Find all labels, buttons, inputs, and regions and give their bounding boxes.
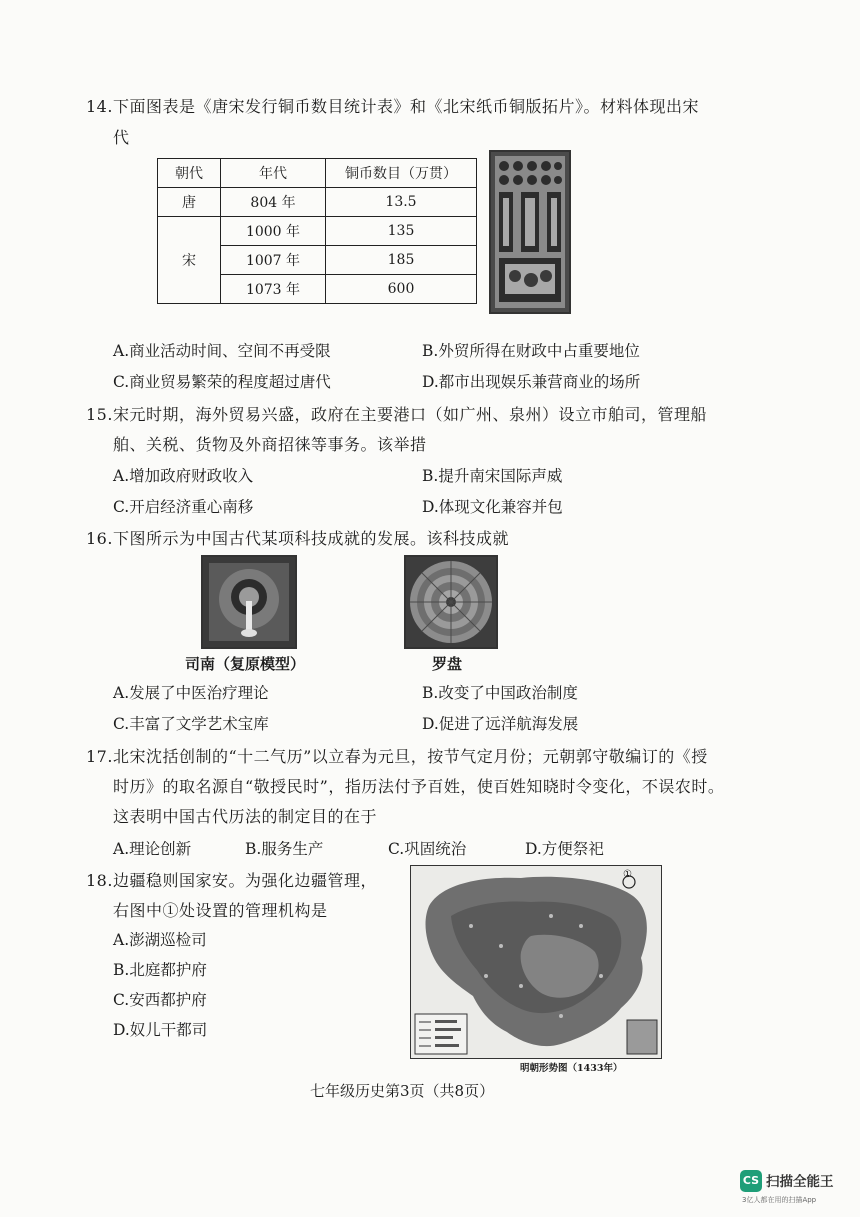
page-footer: 七年级历史第3页（共8页） [310, 1082, 495, 1100]
q17-option-b[interactable]: B.服务生产 [245, 840, 324, 858]
scanner-watermark [740, 1168, 850, 1208]
table-cell-dynasty: 唐 [158, 188, 221, 217]
table-row [158, 217, 477, 246]
q14-option-a[interactable]: A.商业活动时间、空间不再受限 [113, 342, 331, 360]
paper-money-rubbing-image [489, 150, 571, 314]
q14-option-b[interactable]: B.外贸所得在财政中占重要地位 [422, 342, 640, 360]
q17-option-d[interactable]: D.方便祭祀 [525, 840, 604, 858]
table-cell-year: 1073 年 [221, 275, 326, 304]
q18-option-c[interactable]: C.安西都护府 [113, 991, 207, 1009]
q17-stem-line3: 这表明中国古代历法的制定目的在于 [113, 807, 378, 826]
table-header-cell: 铜币数目（万贯） [326, 159, 477, 188]
q14-option-c[interactable]: C.商业贸易繁荣的程度超过唐代 [113, 373, 331, 391]
sinan-caption: 司南（复原模型） [185, 655, 306, 673]
q17-option-a[interactable]: A.理论创新 [113, 840, 192, 858]
coin-statistics-table [157, 158, 477, 304]
q16-option-a[interactable]: A.发展了中医治疗理论 [113, 684, 269, 702]
table-cell-coins: 13.5 [326, 188, 477, 217]
table-cell-coins: 135 [326, 217, 477, 246]
table-cell-year: 1007 年 [221, 246, 326, 275]
map-caption: 明朝形势图（1433年） [520, 1063, 623, 1074]
table-cell-year: 1000 年 [221, 217, 326, 246]
q16-option-b[interactable]: B.改变了中国政治制度 [422, 684, 578, 702]
watermark-tagline: 3亿人都在用的扫描App [742, 1196, 817, 1204]
q18-stem-line1: 18.边疆稳则国家安。为强化边疆管理， [86, 871, 377, 890]
q16-stem-line1: 16.下图所示为中国古代某项科技成就的发展。该科技成就 [86, 529, 509, 548]
q16-option-d[interactable]: D.促进了远洋航海发展 [422, 715, 579, 733]
q18-option-d[interactable]: D.奴儿干都司 [113, 1021, 208, 1039]
q17-option-c[interactable]: C.巩固统治 [388, 840, 467, 858]
q15-option-a[interactable]: A.增加政府财政收入 [113, 467, 254, 485]
table-header-cell: 年代 [221, 159, 326, 188]
table-cell-coins: 600 [326, 275, 477, 304]
sinan-model-image [201, 555, 297, 649]
table-row [158, 188, 477, 217]
q15-stem-line1: 15.宋元时期，海外贸易兴盛，政府在主要港口（如广州、泉州）设立市舶司，管理船 [86, 405, 707, 424]
watermark-name: 扫描全能王 [766, 1174, 834, 1190]
ming-dynasty-map [410, 865, 662, 1059]
q18-option-a[interactable]: A.澎湖巡检司 [113, 931, 207, 949]
q14-option-d[interactable]: D.都市出现娱乐兼营商业的场所 [422, 373, 641, 391]
q14-stem-line1: 14.下面图表是《唐宋发行铜币数目统计表》和《北宋纸币铜版拓片》。材料体现出宋 [86, 97, 699, 116]
table-cell-coins: 185 [326, 246, 477, 275]
table-cell-dynasty: 宋 [158, 217, 221, 304]
compass-caption: 罗盘 [432, 655, 463, 673]
q17-stem-line2: 时历》的取名源自“敬授民时”，指历法付予百姓，使百姓知晓时令变化，不误农时。 [113, 777, 725, 796]
q15-stem-line2: 舶、关税、货物及外商招徕等事务。该举措 [113, 435, 427, 454]
compass-luopan-image [404, 555, 498, 649]
map-marker-1: ① [623, 869, 632, 880]
camscanner-logo-icon: CS [740, 1170, 762, 1192]
q16-option-c[interactable]: C.丰富了文学艺术宝库 [113, 715, 269, 733]
q15-option-b[interactable]: B.提升南宋国际声威 [422, 467, 563, 485]
q15-option-c[interactable]: C.开启经济重心南移 [113, 498, 254, 516]
q14-stem-line2: 代 [113, 128, 130, 147]
q17-stem-line1: 17.北宋沈括创制的“十二气历”以立春为元旦，按节气定月份；元朝郭守敬编订的《授 [86, 747, 708, 766]
q18-stem-line2: 右图中①处设置的管理机构是 [113, 901, 328, 920]
table-cell-year: 804 年 [221, 188, 326, 217]
q15-option-d[interactable]: D.体现文化兼容并包 [422, 498, 563, 516]
q18-option-b[interactable]: B.北庭都护府 [113, 961, 207, 979]
table-header-cell: 朝代 [158, 159, 221, 188]
table-header-row [158, 159, 477, 188]
